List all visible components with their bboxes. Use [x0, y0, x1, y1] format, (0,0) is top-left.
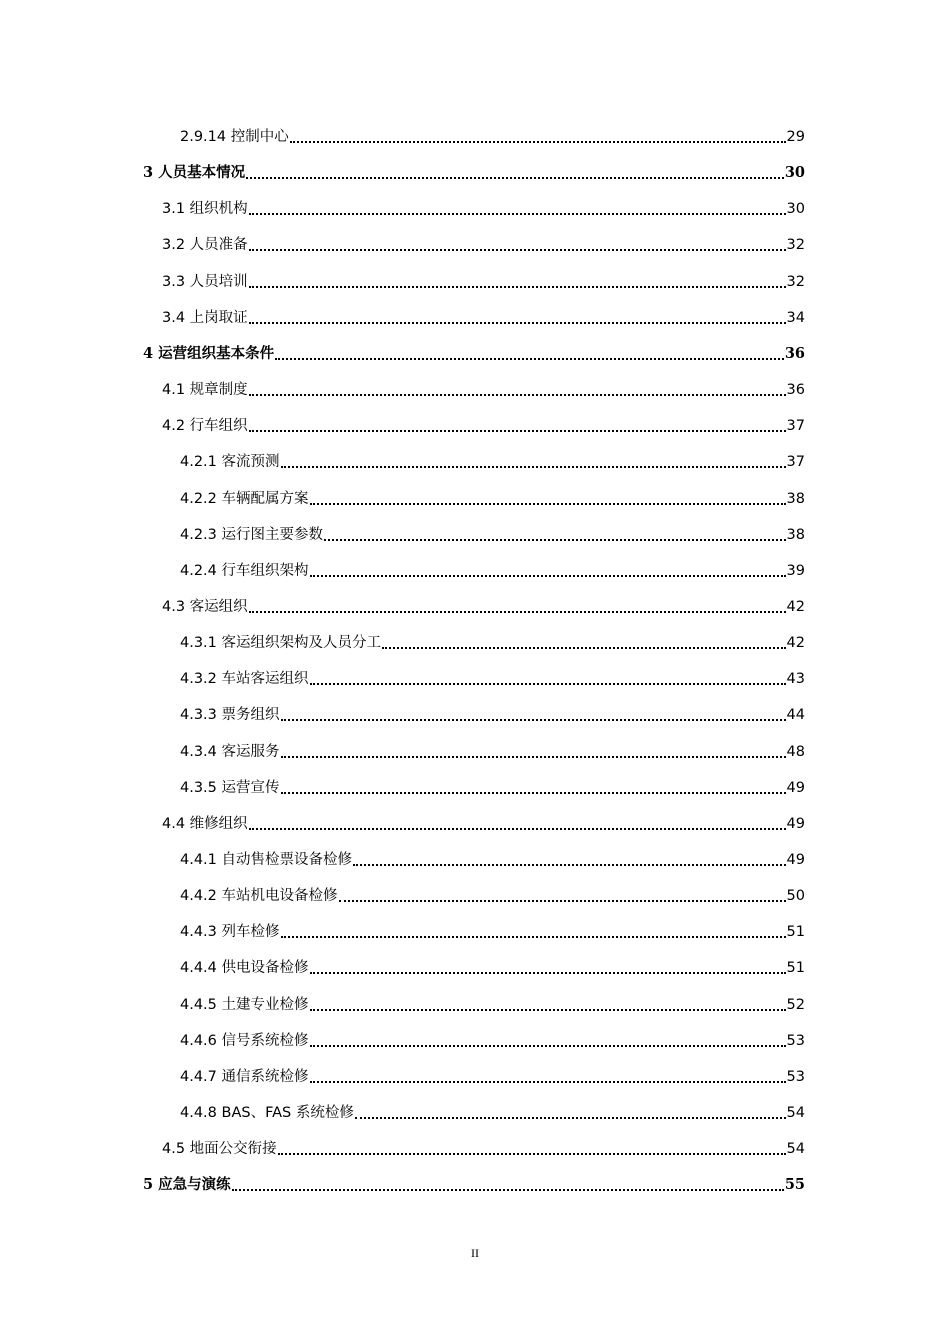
toc-entry[interactable]	[162, 191, 805, 227]
toc-leader-dots	[310, 958, 786, 974]
toc-entry[interactable]	[180, 950, 805, 986]
toc-entry-title: 4.2.4 行车组织架构	[180, 562, 309, 579]
toc-leader-dots	[275, 344, 784, 360]
toc-entry-page: 37	[786, 454, 805, 471]
toc-leader-dots	[310, 1031, 786, 1047]
toc-entry[interactable]	[162, 1131, 805, 1167]
toc-entry[interactable]	[143, 155, 805, 191]
toc-leader-dots	[281, 452, 786, 468]
toc-entry-page: 55	[784, 1176, 805, 1194]
toc-entry-page: 38	[786, 490, 805, 507]
toc-entry-title: 4.3.2 车站客运组织	[180, 671, 309, 688]
toc-entry[interactable]	[180, 481, 805, 517]
toc-entry[interactable]	[180, 1023, 805, 1059]
toc-entry-title: 4.4.7 通信系统检修	[180, 1068, 309, 1085]
toc-entry[interactable]	[180, 517, 805, 553]
toc-entry-title: 3.3 人员培训	[162, 273, 248, 290]
toc-leader-dots	[281, 778, 786, 794]
toc-entry-title: 4.4.2 车站机电设备检修	[180, 888, 338, 905]
toc-entry-title: 4.4.3 列车检修	[180, 924, 280, 941]
toc-leader-dots	[249, 235, 786, 251]
toc-leader-dots	[290, 127, 786, 143]
toc-leader-dots	[310, 669, 786, 685]
toc-entry[interactable]	[180, 914, 805, 950]
toc-entry[interactable]	[143, 1167, 805, 1203]
toc-leader-dots	[249, 199, 786, 215]
toc-entry-title: 3 人员基本情况	[143, 164, 246, 182]
toc-entry-page: 34	[786, 309, 805, 326]
toc-entry[interactable]	[162, 806, 805, 842]
toc-entry[interactable]	[180, 553, 805, 589]
toc-entry-title: 4 运营组织基本条件	[143, 344, 275, 362]
toc-entry-title: 4.3.3 票务组织	[180, 707, 280, 724]
toc-entry-page: 38	[786, 526, 805, 543]
toc-entry-page: 32	[786, 273, 805, 290]
toc-leader-dots	[249, 814, 786, 830]
toc-entry-page: 42	[786, 598, 805, 615]
toc-entry[interactable]	[180, 697, 805, 733]
toc-entry[interactable]	[180, 661, 805, 697]
toc-entry[interactable]	[162, 264, 805, 300]
toc-entry-page: 50	[786, 888, 805, 905]
toc-entry-page: 49	[786, 852, 805, 868]
toc-entry[interactable]	[180, 878, 805, 914]
toc-leader-dots	[310, 995, 786, 1011]
toc-entry-title: 3.2 人员准备	[162, 237, 248, 254]
toc-leader-dots	[281, 742, 786, 758]
toc-entry-page: 54	[786, 1141, 805, 1158]
toc-entry[interactable]	[180, 444, 805, 480]
toc-entry-title: 4.2.1 客流预测	[180, 454, 280, 471]
toc-entry[interactable]	[162, 372, 805, 408]
toc-entry[interactable]	[180, 987, 805, 1023]
toc-leader-dots	[310, 1067, 786, 1083]
toc-entry-title: 4.4.6 信号系统检修	[180, 1032, 309, 1049]
toc-leader-dots	[355, 1103, 786, 1119]
toc-entry-title: 5 应急与演练	[143, 1176, 231, 1194]
toc-entry[interactable]	[180, 1059, 805, 1095]
toc-entry-title: 4.2.3 运行图主要参数	[180, 526, 324, 543]
toc-entry-title: 4.3.1 客运组织架构及人员分工	[180, 635, 382, 652]
toc-entry[interactable]	[162, 589, 805, 625]
toc-entry[interactable]	[180, 842, 805, 878]
toc-entry[interactable]	[162, 227, 805, 263]
toc-entry-title: 2.9.14 控制中心	[180, 129, 289, 145]
toc-leader-dots	[249, 380, 786, 396]
toc-entry-page: 30	[784, 164, 805, 182]
toc-entry-title: 4.4.1 自动售检票设备检修	[180, 852, 353, 868]
toc-leader-dots	[278, 1139, 786, 1155]
toc-entry-title: 4.1 规章制度	[162, 382, 248, 399]
toc-entry-title: 4.3.5 运营宣传	[180, 779, 280, 796]
toc-entry-page: 52	[786, 996, 805, 1013]
toc-entry[interactable]	[180, 119, 805, 155]
toc-entry-page: 30	[786, 201, 805, 218]
toc-entry-title: 4.3 客运组织	[162, 598, 248, 615]
toc-entry-page: 37	[786, 418, 805, 435]
toc-entry-page: 53	[786, 1068, 805, 1085]
toc-entry[interactable]	[180, 1095, 805, 1131]
toc-leader-dots	[382, 633, 786, 649]
toc-leader-dots	[232, 1175, 784, 1191]
toc-leader-dots	[246, 163, 784, 179]
toc-leader-dots	[249, 416, 786, 432]
toc-entry-title: 4.2.2 车辆配属方案	[180, 490, 309, 507]
toc-entry-title: 4.4.4 供电设备检修	[180, 960, 309, 977]
toc-entry-title: 4.4 维修组织	[162, 815, 248, 832]
toc-entry-page: 39	[786, 562, 805, 579]
toc-leader-dots	[310, 489, 786, 505]
toc-entry-page: 43	[786, 671, 805, 688]
toc-entry[interactable]	[180, 734, 805, 770]
toc-leader-dots	[281, 705, 786, 721]
toc-entry[interactable]	[180, 770, 805, 806]
toc-entry-title: 3.4 上岗取证	[162, 309, 248, 326]
toc-leader-dots	[324, 525, 786, 541]
toc-entry-page: 49	[786, 815, 805, 832]
toc-entry-page: 36	[786, 382, 805, 399]
toc-entry-title: 4.3.4 客运服务	[180, 743, 280, 760]
toc-entry[interactable]	[162, 408, 805, 444]
toc-entry-page: 54	[786, 1105, 805, 1122]
toc-leader-dots	[339, 886, 786, 902]
toc-entry-page: 53	[786, 1032, 805, 1049]
toc-entry-title: 3.1 组织机构	[162, 201, 248, 218]
toc-entry[interactable]	[143, 336, 805, 372]
toc-entry[interactable]	[180, 625, 805, 661]
toc-leader-dots	[281, 922, 786, 938]
toc-entry[interactable]	[162, 300, 805, 336]
toc-entry-page: 51	[786, 924, 805, 941]
toc-entry-title: 4.5 地面公交衔接	[162, 1141, 277, 1158]
toc-entry-page: 29	[786, 129, 805, 145]
toc-entry-page: 51	[786, 960, 805, 977]
toc-entry-title: 4.4.8 BAS、FAS 系统检修	[180, 1105, 354, 1122]
toc-leader-dots	[249, 308, 786, 324]
toc-leader-dots	[310, 561, 786, 577]
toc-entry-title: 4.2 行车组织	[162, 418, 248, 435]
toc-leader-dots	[353, 850, 786, 866]
toc-entry-page: 49	[786, 779, 805, 796]
toc-leader-dots	[249, 272, 786, 288]
page-number: II	[471, 1246, 479, 1260]
toc-entry-page: 32	[786, 237, 805, 254]
toc-entry-page: 36	[784, 344, 805, 362]
toc-entry-title: 4.4.5 土建专业检修	[180, 996, 309, 1013]
toc-entry-page: 44	[786, 707, 805, 724]
toc-leader-dots	[249, 597, 786, 613]
toc-entry-page: 48	[786, 743, 805, 760]
toc-entry-page: 42	[786, 635, 805, 652]
